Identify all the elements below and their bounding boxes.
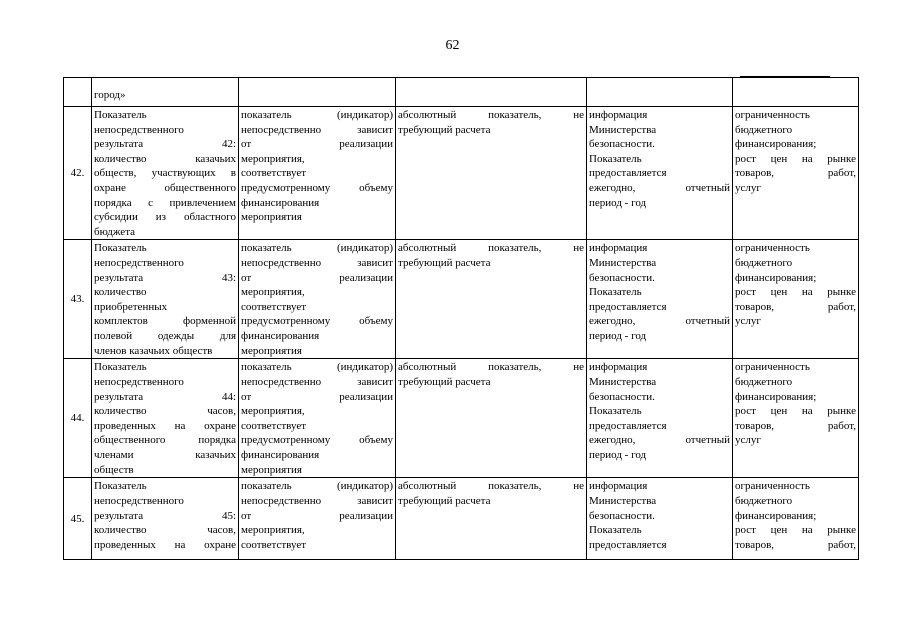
cell-line: Министерства (589, 494, 657, 507)
cell-line: показатель (индикатор) (241, 480, 393, 493)
cell-line: период - год (589, 448, 647, 461)
cell-line: финансирования; (735, 271, 817, 284)
cell-line: абсолютный показатель, не (398, 480, 584, 493)
cell-line: Показатель (589, 405, 642, 418)
cell-line: от реализации (241, 271, 393, 284)
cell-line: предоставляется (589, 300, 667, 313)
table-row (64, 478, 859, 560)
cell-source (587, 478, 733, 560)
cell-line: информация (589, 109, 648, 121)
cell-line: абсолютный показатель, не (398, 109, 584, 121)
table-row (64, 107, 859, 240)
cell-line: бюджетного (735, 256, 793, 269)
cell-line: финансирования; (735, 138, 817, 151)
cell-line: предусмотренному объему (241, 434, 393, 447)
cell-line: приобретенных (94, 300, 168, 313)
cell-line: обществ, участвующих в (94, 167, 236, 180)
cell-line: услуг (735, 434, 761, 447)
cell-empty (239, 78, 396, 107)
cell-line: количество часов, (94, 524, 236, 537)
cell-line: Министерства (589, 256, 657, 269)
cell-line: бюджетного (735, 123, 793, 136)
table-row (64, 359, 859, 478)
indicators-table (63, 77, 859, 560)
cell-line: предусмотренному объему (241, 315, 393, 328)
cell-line: порядка с привлечением (94, 196, 236, 209)
cell-line: Показатель (94, 361, 147, 374)
cell-line: абсолютный показатель, не (398, 361, 584, 374)
cell-continuation: город» (92, 78, 239, 107)
cell-line: товаров, работ, (735, 419, 856, 432)
cell-source (587, 107, 733, 240)
cell-dependency (239, 107, 396, 240)
cell-line: финансирования (241, 196, 320, 209)
cell-line: ограниченность (735, 480, 810, 493)
cell-line: членами казачьих (94, 448, 236, 461)
table-row (64, 240, 859, 359)
cell-line: соответствует (241, 538, 307, 551)
cell-line: рост цен на рынке (735, 405, 856, 418)
cell-line: период - год (589, 329, 647, 342)
cell-line: финансирования (241, 329, 320, 342)
cell-line: бюджетного (735, 375, 793, 388)
cell-dependency (239, 359, 396, 478)
cell-line: проведенных на охране (94, 538, 236, 551)
cell-line: комплектов форменной (94, 315, 236, 328)
cell-line: информация (589, 242, 648, 255)
cell-line: предоставляется (589, 167, 667, 180)
cell-num (64, 78, 92, 107)
page-number: 62 (445, 38, 460, 53)
cell-line: Показатель (94, 242, 147, 255)
cell-line: предоставляется (589, 419, 667, 432)
cell-line: Министерства (589, 123, 657, 136)
cell-line: результата 43: (94, 271, 236, 284)
cell-line: полевой одежды для (94, 329, 236, 342)
cell-line: субсидии из областного (94, 211, 236, 224)
cell-num: 45. (64, 478, 92, 560)
cell-num: 44. (64, 359, 92, 478)
cell-line: количество казачьих (94, 152, 236, 165)
cell-line: непосредственно зависит (241, 375, 393, 388)
cell-line: Показатель (589, 524, 642, 537)
cell-line: показатель (индикатор) (241, 109, 393, 121)
cell-indicator (92, 240, 239, 359)
cell-line: мероприятия, (241, 405, 305, 418)
cell-num: 42. (64, 107, 92, 240)
cell-line: товаров, работ, (735, 167, 856, 180)
cell-line: информация (589, 480, 648, 493)
cell-source (587, 359, 733, 478)
cell-line: мероприятия, (241, 152, 305, 165)
cell-line: общественного порядка (94, 434, 236, 447)
cell-risks (733, 107, 859, 240)
cell-line: ограниченность (735, 242, 810, 255)
cell-num: 43. (64, 240, 92, 359)
cell-line: мероприятия (241, 463, 302, 476)
cell-line: непосредственно зависит (241, 123, 393, 136)
cell-line: ограниченность (735, 361, 810, 374)
cell-line: абсолютный показатель, не (398, 242, 584, 255)
cell-line: услуг (735, 315, 761, 328)
cell-indicator (92, 478, 239, 560)
cell-line: требующий расчета (398, 123, 491, 136)
cell-line: мероприятия (241, 211, 302, 224)
cell-line: показатель (индикатор) (241, 242, 393, 255)
cell-indicator (92, 359, 239, 478)
cell-line: мероприятия, (241, 524, 305, 537)
cell-line: предоставляется (589, 538, 667, 551)
cell-line: предусмотренному объему (241, 181, 393, 194)
cell-line: соответствует (241, 300, 307, 313)
cell-line: мероприятия (241, 344, 302, 357)
cell-line: Показатель (94, 480, 147, 493)
cell-line: финансирования (241, 448, 320, 461)
cell-calc (396, 359, 587, 478)
cell-line: безопасности. (589, 138, 655, 151)
cell-line: непосредственного (94, 494, 184, 507)
cell-line: Показатель (589, 286, 642, 299)
cell-line: Показатель (94, 109, 147, 121)
cell-line: непосредственно зависит (241, 256, 393, 269)
cell-line: количество часов, (94, 405, 236, 418)
cell-line: проведенных на охране (94, 419, 236, 432)
cell-line: ежегодно, отчетный (589, 315, 730, 328)
cell-line: охране общественного (94, 181, 236, 194)
cell-line: результата 42: (94, 138, 236, 151)
cell-line: непосредственного (94, 375, 184, 388)
cell-line: обществ (94, 463, 134, 476)
cell-line: безопасности. (589, 271, 655, 284)
cell-indicator (92, 107, 239, 240)
cell-line: рост цен на рынке (735, 152, 856, 165)
cell-line: бюджета (94, 225, 136, 238)
cell-line: результата 45: (94, 509, 236, 522)
cell-line: рост цен на рынке (735, 524, 856, 537)
cell-line: требующий расчета (398, 375, 491, 388)
cell-line: рост цен на рынке (735, 286, 856, 299)
cell-line: членов казачьих обществ (94, 344, 213, 357)
cell-risks (733, 478, 859, 560)
cell-line: безопасности. (589, 390, 655, 403)
cell-empty (587, 78, 733, 107)
cell-line: безопасности. (589, 509, 655, 522)
cell-calc (396, 107, 587, 240)
cell-risks (733, 240, 859, 359)
cell-dependency (239, 240, 396, 359)
cell-line: период - год (589, 196, 647, 209)
cell-calc (396, 478, 587, 560)
cell-line: информация (589, 361, 648, 374)
cell-line: от реализации (241, 138, 393, 151)
cell-line: непосредственно зависит (241, 494, 393, 507)
cell-line: Показатель (589, 152, 642, 165)
cell-line: финансирования; (735, 390, 817, 403)
cell-line: соответствует (241, 419, 307, 432)
cell-line: ограниченность (735, 109, 810, 121)
cell-line: мероприятия, (241, 286, 305, 299)
cell-line: соответствует (241, 167, 307, 180)
cell-line: Министерства (589, 375, 657, 388)
cell-empty (733, 78, 859, 107)
cell-dependency (239, 478, 396, 560)
cell-empty (396, 78, 587, 107)
cell-line: от реализации (241, 390, 393, 403)
cell-line: непосредственного (94, 256, 184, 269)
cell-line: ежегодно, отчетный (589, 434, 730, 447)
cell-line: товаров, работ, (735, 300, 856, 313)
cell-line: требующий расчета (398, 256, 491, 269)
cell-line: требующий расчета (398, 494, 491, 507)
cell-line: финансирования; (735, 509, 817, 522)
cell-line: ежегодно, отчетный (589, 181, 730, 194)
cell-calc (396, 240, 587, 359)
cell-line: от реализации (241, 509, 393, 522)
cell-source (587, 240, 733, 359)
cell-line: услуг (735, 181, 761, 194)
cell-line: бюджетного (735, 494, 793, 507)
cell-line: товаров, работ, (735, 538, 856, 551)
cell-line: количество (94, 286, 147, 299)
continuation-row (64, 78, 859, 107)
cell-line: показатель (индикатор) (241, 361, 393, 374)
cell-line: результата 44: (94, 390, 236, 403)
cell-risks (733, 359, 859, 478)
cell-line: непосредственного (94, 123, 184, 136)
